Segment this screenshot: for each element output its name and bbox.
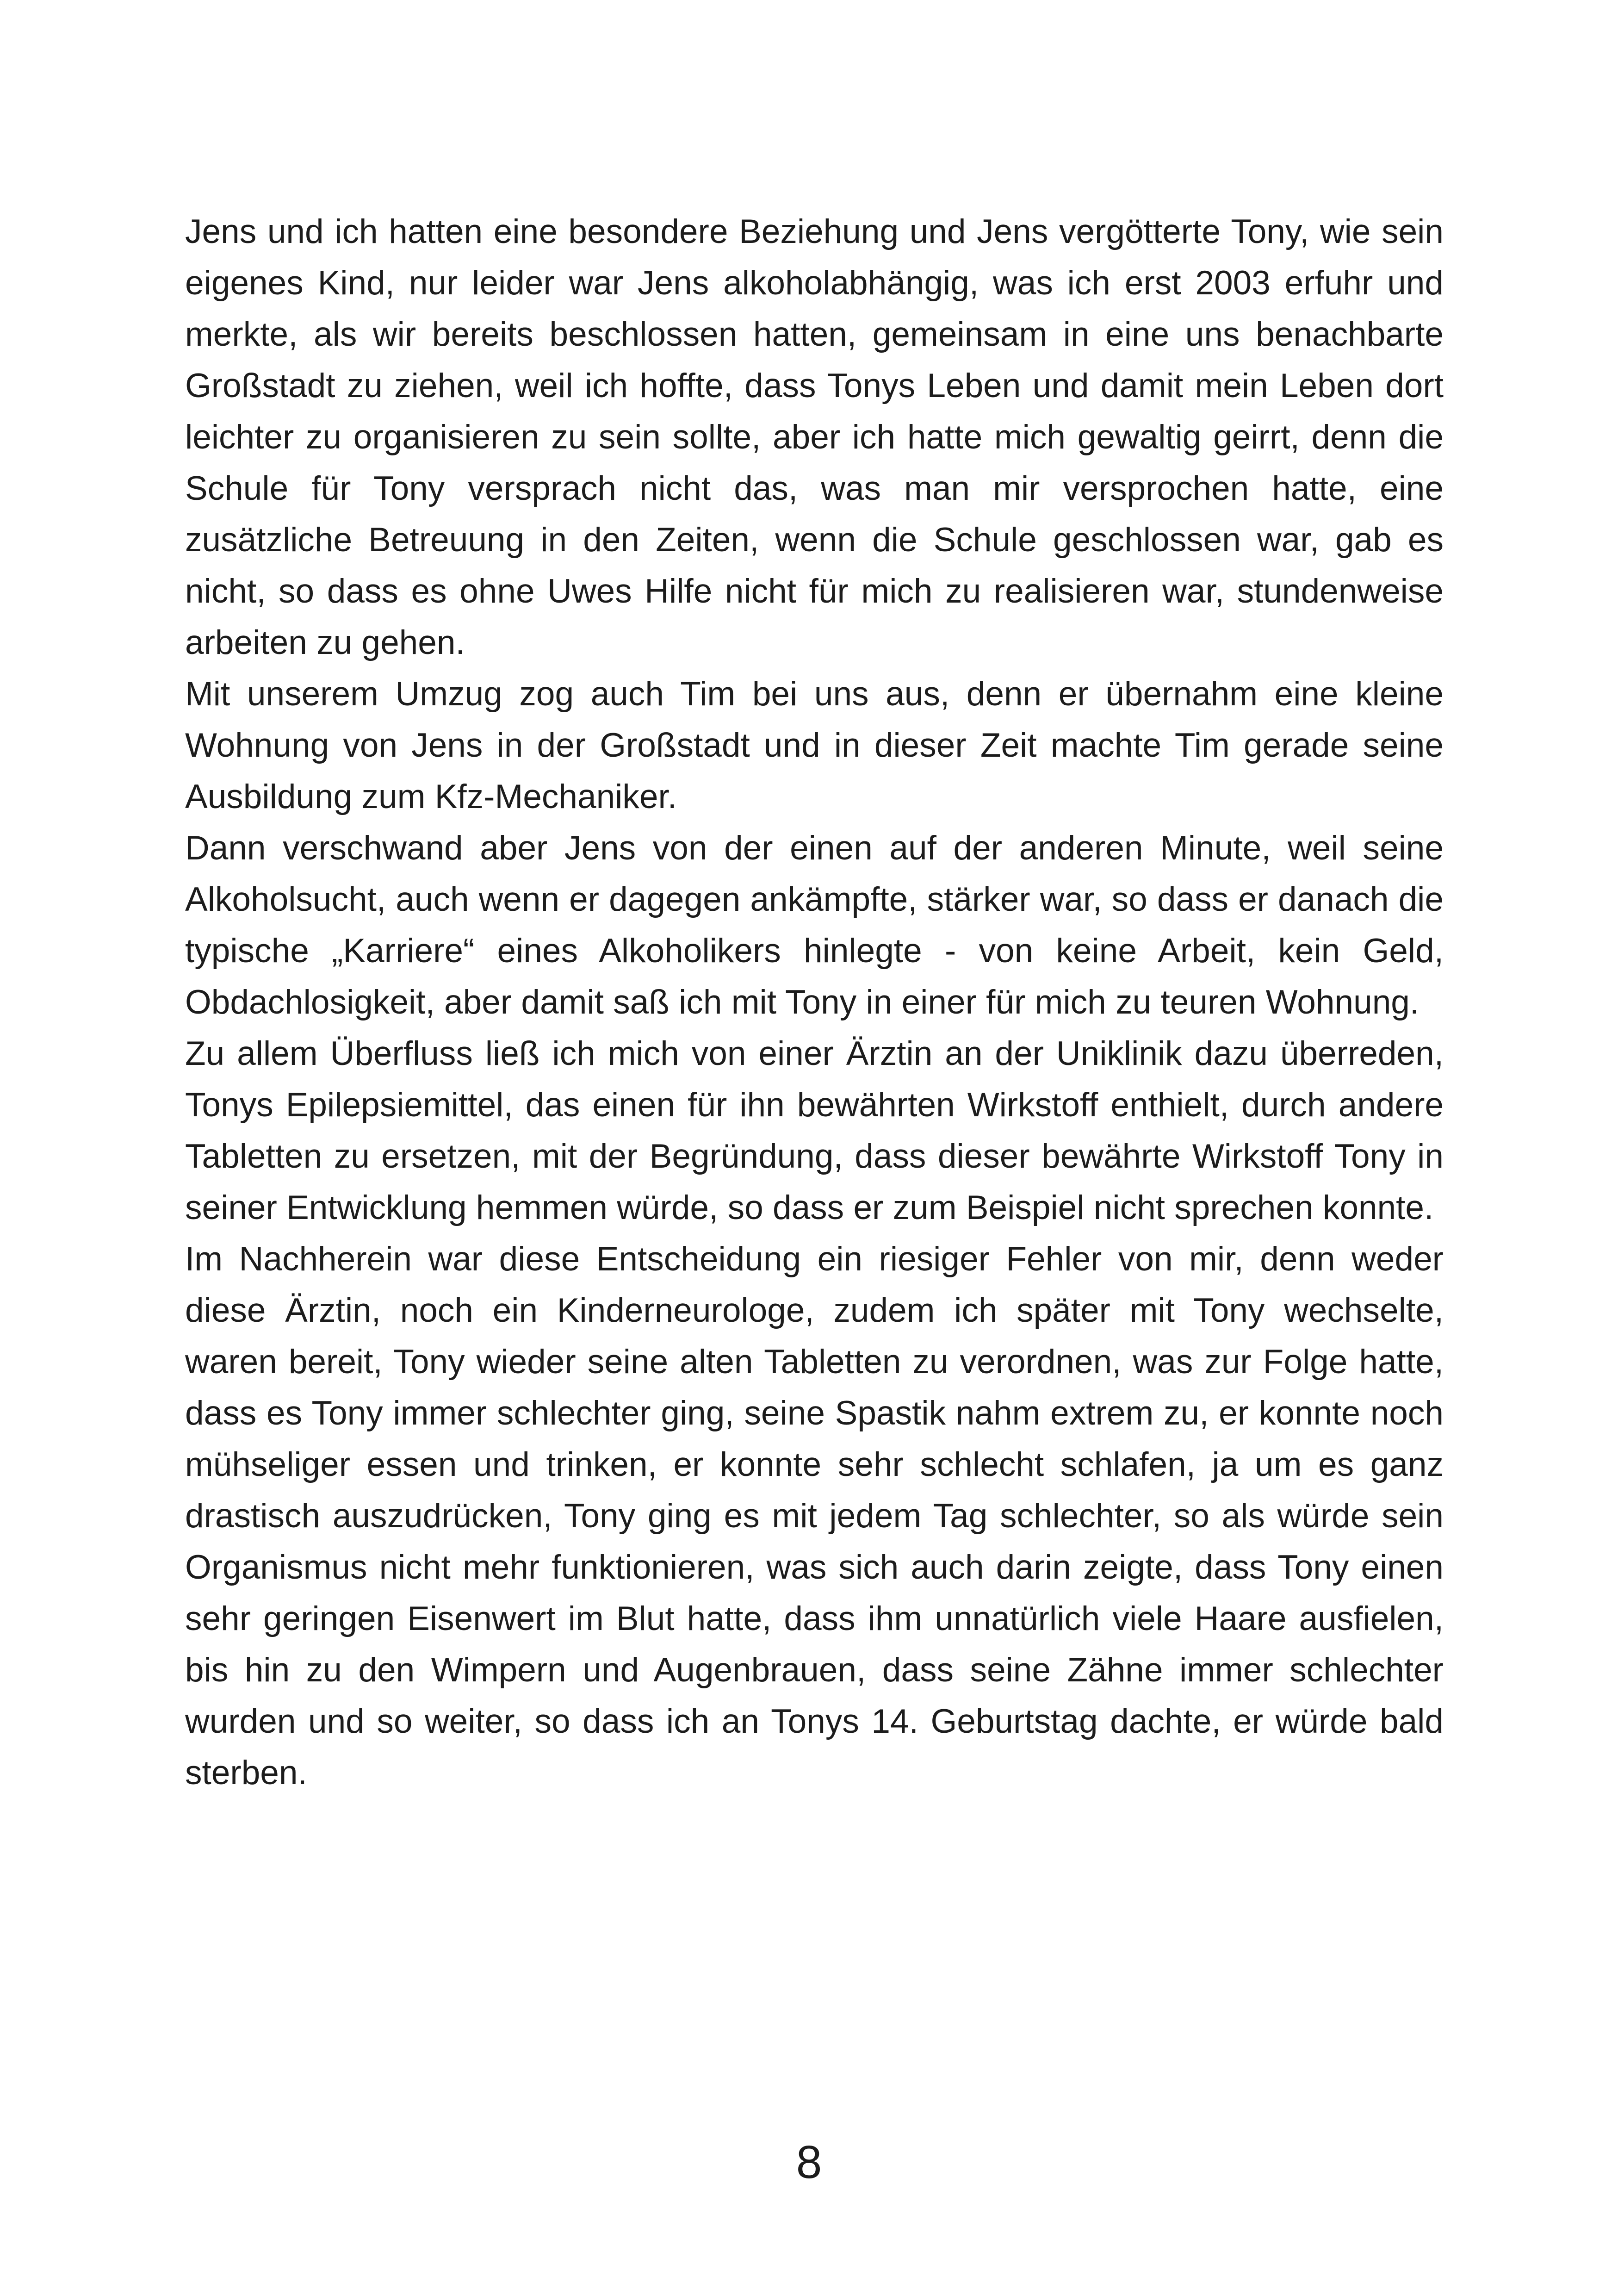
paragraph-5: Im Nachherein war diese Entscheidung ein riesiger Fehler von mir, denn weder diese Ärztin, noch ein Kinderneurologe, zudem ich später mit Tony wechselte, waren bereit, Tony wieder seine alten Tabletten zu verordnen, was zur Folge hatte, dass es Tony immer schlechter ging, seine Spastik nahm extrem zu, er konnte noch mühseliger essen und trinken, er konnte sehr schlecht schlafen, ja um es ganz drastisch auszudrücken, Tony ging es mit jedem Tag schlechter, so als würde sein Organismus nicht mehr funktionieren, was sich auch darin zeigte, dass Tony einen sehr geringen Eisenwert im Blut hatte, dass ihm unnatürlich viele Haare ausfielen, bis hin zu den Wimpern und Augenbrauen, dass seine Zähne immer schlechter wurden und so weiter, so dass ich an Tonys 14. Geburtstag dachte, er würde bald sterben.	[185, 1240, 1444, 1792]
paragraph-3: Dann verschwand aber Jens von der einen auf der anderen Minute, weil seine Alkoholsucht, auch wenn er dagegen ankämpfte, stärker war, so dass er danach die typische „Karriere“ eines Alkoholikers hinlegte - von keine Arbeit, kein Geld, Obdachlosigkeit, aber damit saß ich mit Tony in einer für mich zu teuren Wohnung.	[185, 829, 1444, 1021]
page-number: 8	[796, 2136, 822, 2188]
paragraph-4: Zu allem Überfluss ließ ich mich von einer Ärztin an der Uniklinik dazu überreden, Tonys Epilepsiemittel, das einen für ihn bewährten Wirkstoff enthielt, durch andere Tabletten zu ersetzen, mit der Begründung, dass dieser bewährte Wirkstoff Tony in seiner Entwicklung hemmen würde, so dass er zum Beispiel nicht sprechen konnte.	[185, 1035, 1444, 1226]
body-text	[185, 206, 1444, 1798]
paragraph-2: Mit unserem Umzug zog auch Tim bei uns aus, denn er übernahm eine kleine Wohnung von Jens in der Großstadt und in dieser Zeit machte Tim gerade seine Ausbildung zum Kfz-Mechaniker.	[185, 675, 1444, 815]
paragraph-1: Jens und ich hatten eine besondere Beziehung und Jens vergötterte Tony, wie sein eigenes Kind, nur leider war Jens alkoholabhängig, was ich erst 2003 erfuhr und merkte, als wir bereits beschlossen hatten, gemeinsam in eine uns benachbarte Großstadt zu ziehen, weil ich hoffte, dass Tonys Leben und damit mein Leben dort leichter zu organisieren zu sein sollte, aber ich hatte mich gewaltig geirrt, denn die Schule für Tony versprach nicht das, was man mir versprochen hatte, eine zusätzliche Betreuung in den Zeiten, wenn die Schule geschlossen war, gab es nicht, so dass es ohne Uwes Hilfe nicht für mich zu realisieren war, stundenweise arbeiten zu gehen.	[185, 213, 1444, 661]
